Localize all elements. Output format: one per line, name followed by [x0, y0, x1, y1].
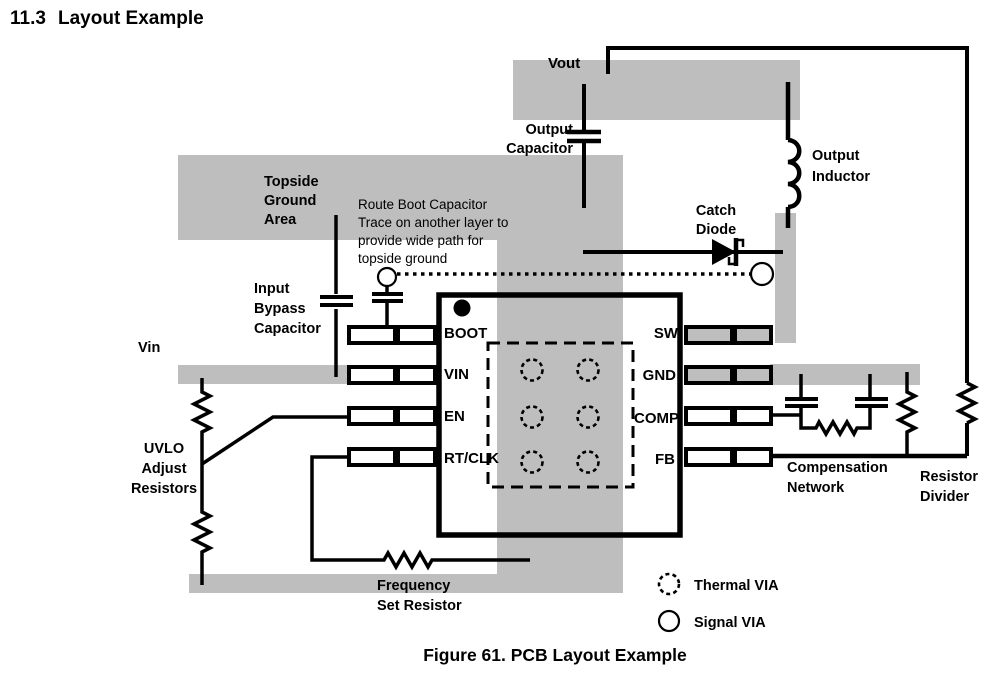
legend-signal-via-icon: [659, 611, 679, 631]
copper-gnd-trace: [770, 364, 920, 385]
label-output-capacitor-2: Capacitor: [506, 141, 573, 157]
copper-center-ground-strip: [497, 238, 623, 593]
pin-label-rtclk: RT/CLK: [444, 450, 499, 467]
pin-label-vin: VIN: [444, 366, 470, 383]
pin-label-boot: BOOT: [444, 325, 488, 342]
diode-anode-triangle: [712, 239, 736, 265]
pin-label-comp: COMP: [634, 410, 679, 427]
label-output-inductor-2: Inductor: [812, 169, 870, 185]
section-title: Layout Example: [58, 8, 204, 29]
label-boot-note-2: Trace on another layer to: [358, 215, 509, 230]
label-resistor-divider-1: Resistor: [920, 469, 979, 485]
label-uvlo-2: Adjust: [141, 461, 187, 477]
pad-en: [349, 408, 435, 424]
label-output-capacitor-1: Output: [525, 122, 573, 138]
pin-label-gnd: GND: [642, 367, 676, 384]
label-input-bypass-3: Capacitor: [254, 321, 321, 337]
label-catch-diode-1: Catch: [695, 203, 737, 219]
label-resistor-divider-2: Divider: [920, 489, 970, 505]
label-uvlo-3: Resistors: [130, 481, 198, 497]
label-boot-note-3: provide wide path for: [358, 233, 484, 248]
pin-label-en: EN: [444, 408, 465, 425]
figure-caption: Figure 61. PCB Layout Example: [423, 645, 687, 665]
label-input-bypass-1: Input: [254, 281, 290, 297]
label-input-bypass-2: Bypass: [254, 301, 306, 317]
via-legend: [659, 574, 779, 631]
signal-via-sw: [751, 263, 773, 285]
pin-label-sw: SW: [653, 325, 678, 342]
label-catch-diode-2: Diode: [695, 222, 737, 238]
pin-label-fb: FB: [655, 451, 675, 468]
copper-sw-trace: [775, 213, 796, 343]
comp-capacitor2-plates: [855, 399, 888, 406]
pad-rtclk: [349, 449, 435, 465]
pad-boot: [349, 327, 435, 343]
pad-vin: [349, 367, 435, 383]
label-output-inductor-1: Output: [812, 148, 860, 164]
pad-sw: [686, 327, 771, 343]
pad-comp: [686, 408, 771, 424]
label-boot-note-4: topside ground: [358, 251, 448, 266]
label-compensation-2: Network: [787, 480, 845, 496]
label-frequency-1: Frequency: [377, 578, 451, 594]
label-vin: Vin: [138, 340, 161, 356]
label-topside-1: Topside: [264, 174, 319, 190]
legend-thermal-via-icon: [659, 574, 679, 594]
input-bypass-capacitor-plates: [320, 297, 353, 305]
label-frequency-2: Set Resistor: [377, 598, 462, 614]
signal-via-boot: [378, 268, 396, 286]
comp-capacitor1-plates: [785, 399, 818, 406]
label-boot-note-1: Route Boot Capacitor: [358, 197, 488, 212]
pad-fb: [686, 449, 771, 465]
legend-signal-via-label: Signal VIA: [694, 615, 766, 631]
pin1-dot: [454, 300, 471, 317]
inductor-coil: [788, 140, 799, 207]
diagram-labels: [10, 8, 978, 665]
label-vout: Vout: [548, 55, 581, 72]
legend-thermal-via-label: Thermal VIA: [694, 578, 779, 594]
divider-high-resistor: [959, 383, 975, 423]
label-topside-3: Area: [264, 212, 297, 228]
boot-capacitor-plates: [372, 294, 403, 301]
label-compensation-1: Compensation: [787, 460, 888, 476]
section-number: 11.3: [10, 8, 46, 29]
label-topside-2: Ground: [264, 193, 317, 209]
pad-gnd: [686, 367, 771, 383]
label-uvlo-1: UVLO: [143, 441, 185, 457]
